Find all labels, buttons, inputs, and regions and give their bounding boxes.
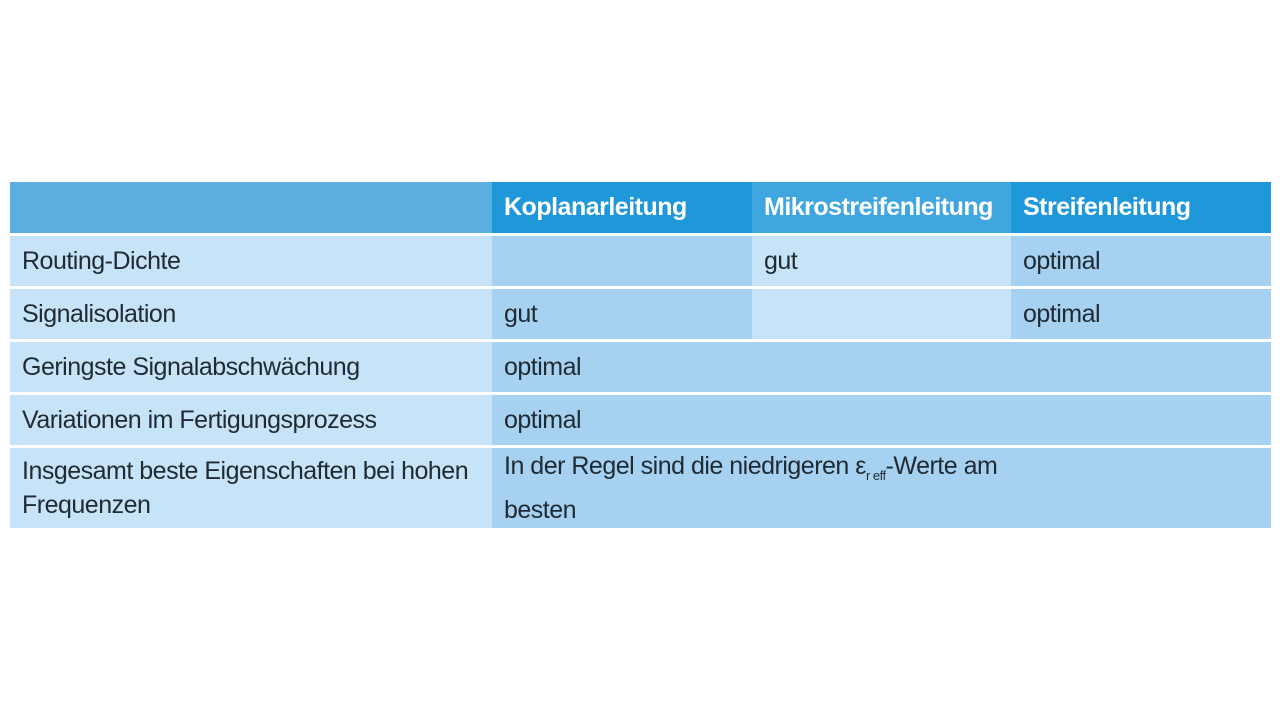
value-line2: besten [504,496,577,524]
row-label: Signalisolation [10,289,492,339]
comparison-table [10,182,1271,531]
value-text-post: -Werte am [885,452,998,480]
row-label: Geringste Signalabschwächung [10,342,492,392]
cell-merged-value: optimal [492,342,1271,392]
cell-mikrostreifen: gut [752,236,1011,286]
row-label-line2: Frequenzen [22,491,151,519]
cell-koplanar: gut [492,289,752,339]
cell-koplanar [492,236,752,286]
header-cell-empty [10,182,492,233]
cell-merged-value: optimal [492,395,1271,445]
value-text-pre: In der Regel sind die niedrigeren ε [504,452,866,480]
row-label-line1: Insgesamt beste Eigenschaften bei hohen [22,457,469,485]
header-mikrostreifenleitung: Mikrostreifenleitung [752,182,1011,233]
cell-merged-value [492,448,1271,528]
table-row-signalisolation [10,289,1271,339]
table-row-fertigungsprozess [10,395,1271,445]
header-streifenleitung: Streifenleitung [1011,182,1271,233]
cell-mikrostreifen [752,289,1011,339]
cell-streifen: optimal [1011,289,1271,339]
table-row-routing-dichte [10,236,1271,286]
cell-streifen: optimal [1011,236,1271,286]
value-line1 [504,449,997,493]
table-row-signalabschwaechung [10,342,1271,392]
row-label: Routing-Dichte [10,236,492,286]
table-row-hohe-frequenzen [10,448,1271,528]
header-koplanarleitung: Koplanarleitung [492,182,752,233]
row-label [10,448,492,528]
epsilon-subscript: r eff [865,468,886,483]
table-header-row [10,182,1271,233]
row-label: Variationen im Fertigungsprozess [10,395,492,445]
